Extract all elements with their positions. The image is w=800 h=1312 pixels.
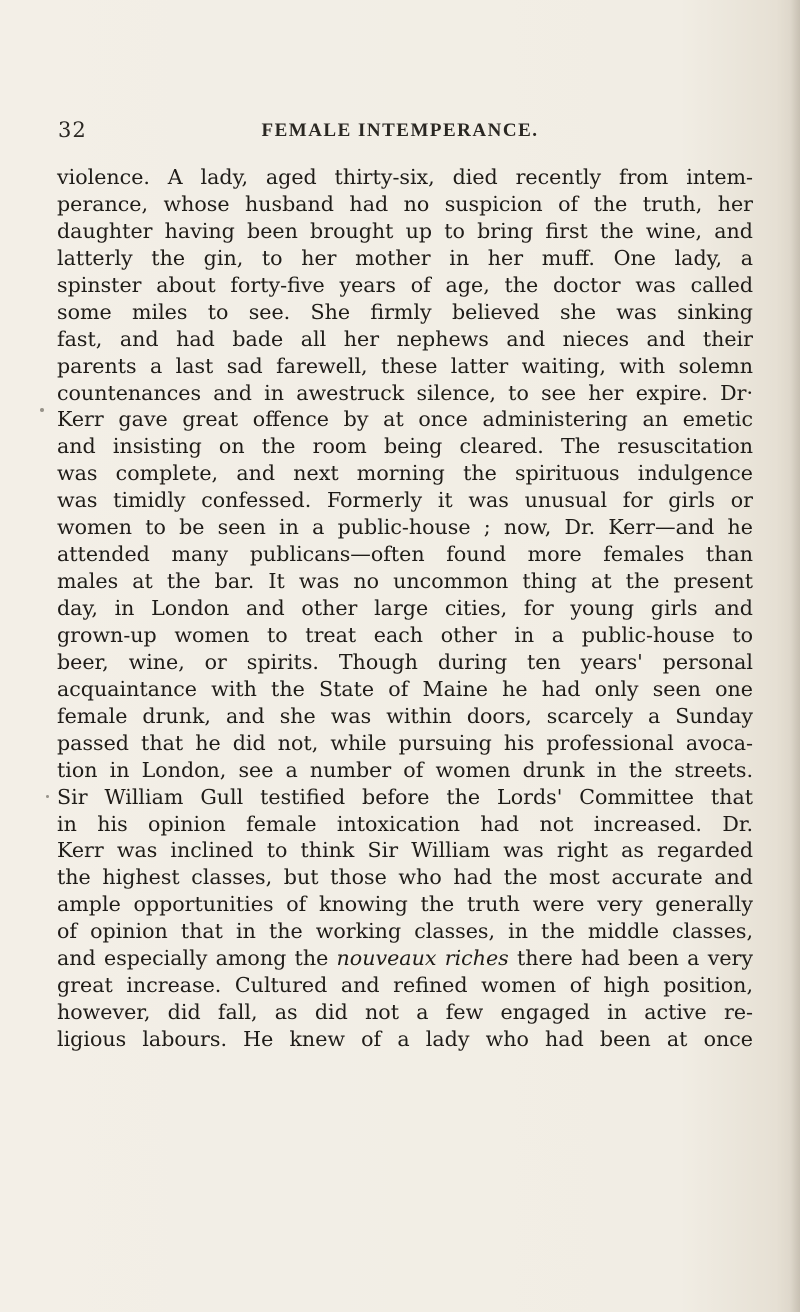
- text-line: and insisting on the room being cleared. The resuscitation: [57, 434, 753, 459]
- text-line: countenances and in awestruck silence, to see her expire. Dr·: [57, 380, 753, 405]
- text-line: day, in London and other large cities, for young girls and: [57, 596, 753, 620]
- text-line: acquaintance with the State of Maine he had only seen one: [57, 676, 753, 701]
- text-fragment: there had been a very: [517, 946, 753, 971]
- text-line: daughter having been brought up to bring first the wine, and: [57, 218, 753, 243]
- text-line: was complete, and next morning the spirituous indulgence: [57, 461, 753, 486]
- text-line: passed that he did not, while pursuing his professional avoca-: [57, 730, 753, 755]
- text-line: violence. A lady, aged thirty-six, died recently from intem-: [57, 165, 753, 189]
- paper-speck: [46, 795, 49, 798]
- text-line: beer, wine, or spirits. Though during ten years' personal: [57, 649, 753, 674]
- text-line: attended many publicans—often found more females than: [57, 542, 753, 567]
- text-line: tion in London, see a number of women drunk in the streets.: [57, 757, 753, 782]
- body-text: [57, 164, 753, 1053]
- text-line: female drunk, and she was within doors, scarcely a Sunday: [57, 703, 753, 728]
- text-line: in his opinion female intoxication had not increased. Dr.: [57, 811, 753, 836]
- running-head: FEMALE INTEMPERANCE.: [261, 120, 539, 141]
- text-line: ligious labours. He knew of a lady who had been at once: [57, 1027, 753, 1051]
- text-line: latterly the gin, to her mother in her muff. One lady, a: [57, 245, 753, 270]
- text-line: males at the bar. It was no uncommon thing at the present: [57, 569, 753, 594]
- text-line: of opinion that in the working classes, in the middle classes,: [57, 919, 753, 944]
- text-line: the highest classes, but those who had the most accurate and: [57, 865, 753, 890]
- italic-phrase: nouveaux riches: [336, 946, 509, 971]
- text-line: fast, and had bade all her nephews and nieces and their: [57, 326, 753, 351]
- text-line: spinster about forty-five years of age, the doctor was called: [57, 272, 753, 297]
- text-line: [57, 945, 753, 972]
- page-edge-shadow: [790, 0, 800, 1312]
- text-line: was timidly confessed. Formerly it was unusual for girls or: [57, 488, 753, 513]
- text-line: Kerr was inclined to think Sir William was right as regarded: [57, 838, 753, 863]
- paper-speck: [40, 408, 44, 412]
- text-line: women to be seen in a public-house ; now, Dr. Kerr—and he: [57, 515, 753, 540]
- text-line: however, did fall, as did not a few engaged in active re-: [57, 1000, 753, 1025]
- text-line: ample opportunities of knowing the truth were very generally: [57, 892, 753, 917]
- text-line: Sir William Gull testified before the Lords' Committee that: [57, 784, 753, 809]
- text-line: grown-up women to treat each other in a public-house to: [57, 622, 753, 647]
- page-number: 32: [58, 118, 87, 142]
- page-header: [0, 118, 800, 148]
- text-fragment: and especially among the: [57, 946, 329, 971]
- text-line: Kerr gave great offence by at once administering an emetic: [57, 407, 753, 432]
- text-line: some miles to see. She firmly believed she was sinking: [57, 299, 753, 324]
- text-line: perance, whose husband had no suspicion of the truth, her: [57, 191, 753, 216]
- text-line: great increase. Cultured and refined women of high position,: [57, 973, 753, 998]
- text-line: parents a last sad farewell, these latter waiting, with solemn: [57, 353, 753, 378]
